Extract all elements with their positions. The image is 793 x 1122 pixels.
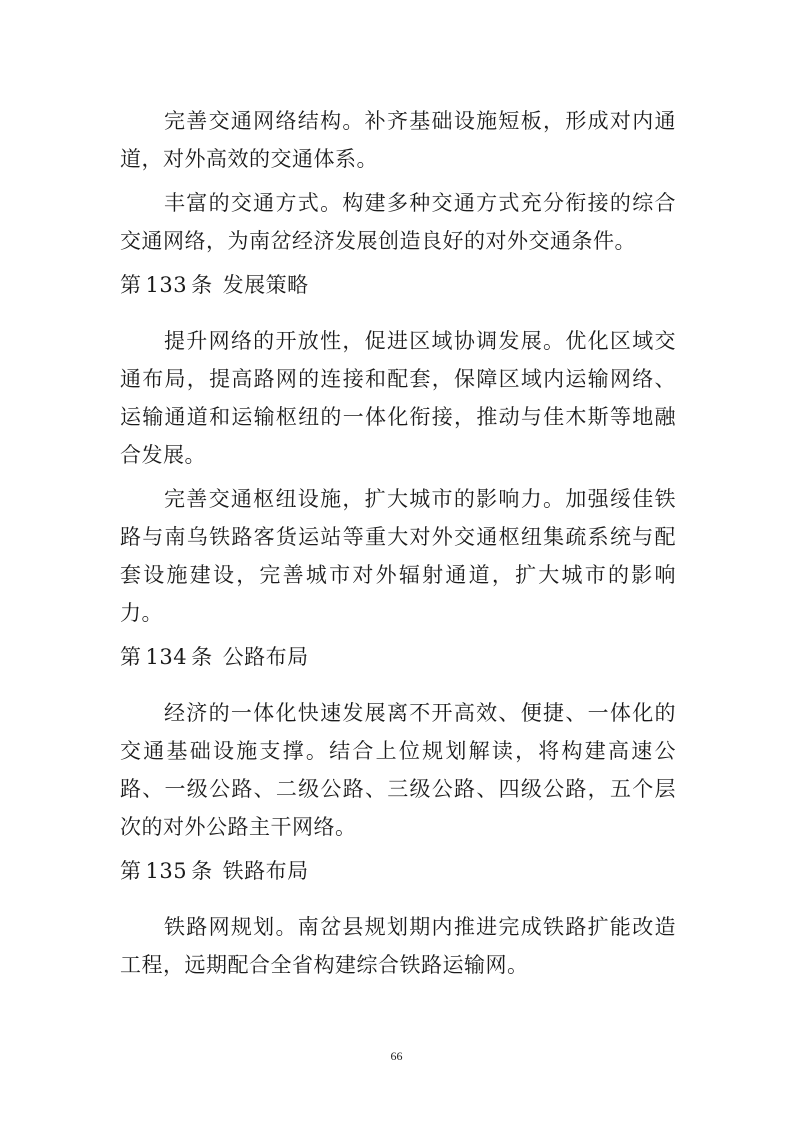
section-heading-135 [120, 852, 676, 890]
section-heading-134 [120, 638, 676, 676]
paragraph-transport-modes: 丰富的交通方式。构建多种交通方式充分衔接的综合交通网络，为南岔经济发展创造良好的对外交通条件。 [120, 191, 676, 253]
section-number: 134 [145, 645, 188, 669]
section-heading-133 [120, 266, 676, 304]
paragraph-hub-facilities: 完善交通枢纽设施，扩大城市的影响力。加强绥佳铁路与南乌铁路客货运站等重大对外交通枢纽集疏系统与配套设施建设，完善城市对外辐射通道，扩大城市的影响力。 [120, 487, 676, 625]
section-prefix: 第 [120, 645, 142, 669]
section-prefix: 第 [120, 859, 142, 883]
paragraph-highway-layout: 经济的一体化快速发展离不开高效、便捷、一体化的交通基础设施支撑。结合上位规划解读，将构建高速公路、一级公路、二级公路、三级公路、四级公路，五个层次的对外公路主干网络。 [120, 701, 676, 839]
section-number: 133 [145, 273, 188, 297]
section-title: 公路布局 [222, 645, 309, 669]
section-suffix: 条 [191, 273, 213, 297]
section-suffix: 条 [191, 645, 213, 669]
section-prefix: 第 [120, 273, 142, 297]
section-number: 135 [145, 859, 188, 883]
paragraph-network-openness: 提升网络的开放性，促进区域协调发展。优化区域交通布局，提高路网的连接和配套，保障区域内运输网络、运输通道和运输枢纽的一体化衔接，推动与佳木斯等地融合发展。 [120, 329, 676, 467]
section-title: 发展策略 [222, 273, 309, 297]
document-body [120, 102, 676, 990]
page-number: 66 [390, 1049, 403, 1063]
section-title: 铁路布局 [222, 859, 309, 883]
section-suffix: 条 [191, 859, 213, 883]
paragraph-transport-network-structure: 完善交通网络结构。补齐基础设施短板，形成对内通道，对外高效的交通体系。 [120, 109, 676, 171]
paragraph-railway-plan: 铁路网规划。南岔县规划期内推进完成铁路扩能改造工程，远期配合全省构建综合铁路运输网。 [120, 915, 676, 977]
